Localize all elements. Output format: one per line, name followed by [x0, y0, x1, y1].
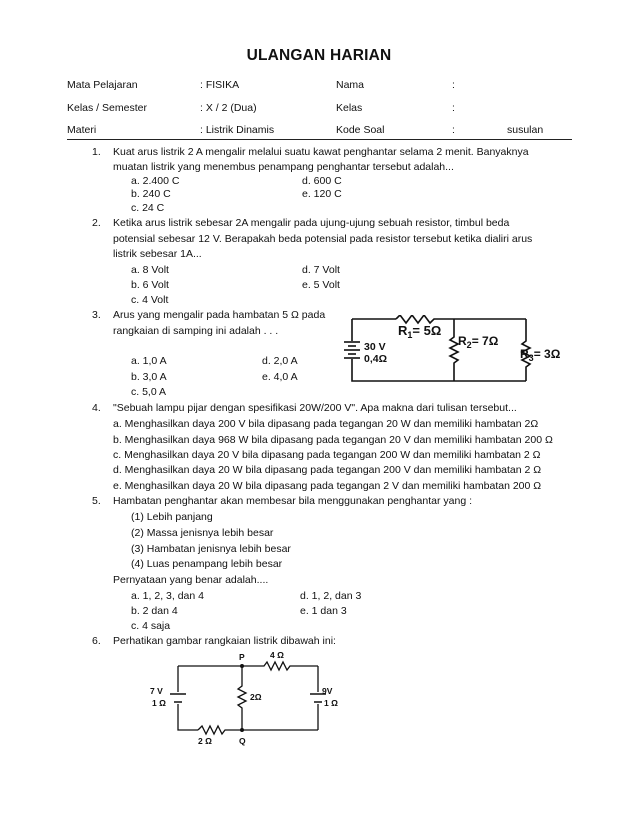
- q2-option-b: b. 6 Volt: [131, 279, 169, 291]
- code-label: Kode Soal: [336, 124, 385, 136]
- q4-option-e: e. Menghasilkan daya 20 W bila dipasang pada tegangan 2 V dan memiliki hambatan 200 Ω: [113, 480, 542, 492]
- q4-option-b: b. Menghasilkan daya 968 W bila dipasang pada tegangan 20 V dan memiliki hambatan 200 Ω: [113, 434, 553, 446]
- q2-option-a: a. 8 Volt: [131, 264, 169, 276]
- q3-line-2: rangkaian di samping ini adalah . . .: [113, 325, 279, 337]
- q6-rin-right: 1 Ω: [324, 698, 338, 708]
- q1-option-b: b. 240 C: [131, 188, 171, 200]
- q1-line-1: Kuat arus listrik 2 A mengalir melalui suatu kawat penghantar selama 2 menit. Banyaknya: [113, 146, 529, 158]
- q6-rin-left: 1 Ω: [152, 698, 166, 708]
- q4-number: 4.: [92, 402, 101, 414]
- q1-line-2: muatan listrik yang menembus penampang penghantar tersebut adalah...: [113, 161, 454, 173]
- q5-option-c: c. 4 saja: [131, 620, 171, 632]
- subject-value: : FISIKA: [200, 79, 240, 91]
- q6-line-1: Perhatikan gambar rangkaian listrik dibawah ini:: [113, 635, 336, 647]
- q3-option-a: a. 1,0 A: [131, 355, 167, 367]
- q6-bottom-resistor-label: 2 Ω: [198, 736, 212, 746]
- q5-number: 5.: [92, 495, 101, 507]
- q2-line-1: Ketika arus listrik sebesar 2A mengalir pada ujung-ujung sebuah resistor, timbul beda: [113, 217, 510, 229]
- q6-mid-resistor-label: 2Ω: [250, 692, 262, 702]
- q5-statement-prompt: Pernyataan yang benar adalah....: [113, 574, 269, 586]
- q5-line-1: Hambatan penghantar akan membesar bila menggunakan penghantar yang :: [113, 495, 472, 507]
- q5-statement-2: (2) Massa jenisnya lebih besar: [131, 527, 274, 539]
- svg-text:R3= 3Ω: $R_3= 3\Omega$: [520, 347, 561, 363]
- q1-option-c: c. 24 C: [131, 202, 165, 214]
- q4-option-a: a. Menghasilkan daya 200 V bila dipasang pada tegangan 20 W dan memiliki hambatan 2Ω: [113, 418, 539, 430]
- q2-line-2: potensial sebesar 12 V. Berapakah beda potensial pada resistor tersebut ketika dialiri arus: [113, 233, 533, 245]
- q3-option-d: d. 2,0 A: [262, 355, 298, 367]
- class-semester-label: Kelas / Semester: [67, 102, 147, 114]
- q5-statement-3: (3) Hambatan jenisnya lebih besar: [131, 543, 291, 555]
- q1-option-e: e. 120 C: [302, 188, 342, 200]
- page-title: ULANGAN HARIAN: [246, 47, 392, 64]
- q5-option-e: e. 1 dan 3: [300, 605, 347, 617]
- header-divider: [67, 139, 572, 140]
- q3-option-e: e. 4,0 A: [262, 371, 298, 383]
- q1-option-a: a. 2.400 C: [131, 175, 180, 187]
- q2-option-d: d. 7 Volt: [302, 264, 340, 276]
- q2-number: 2.: [92, 217, 101, 229]
- q6-number: 6.: [92, 635, 101, 647]
- q3-circuit-diagram: [338, 315, 578, 387]
- q4-option-d: d. Menghasilkan daya 20 W bila dipasang pada tegangan 200 V dan memiliki hambatan 2 Ω: [113, 464, 542, 476]
- material-label: Materi: [67, 124, 97, 136]
- q5-statement-4: (4) Luas penampang lebih besar: [131, 558, 283, 570]
- q3-internal-resistance-label: 0,4Ω: [364, 353, 388, 365]
- q3-option-c: c. 5,0 A: [131, 386, 167, 398]
- name-colon: :: [452, 79, 455, 91]
- q5-option-b: b. 2 dan 4: [131, 605, 178, 617]
- class-label: Kelas: [336, 102, 363, 114]
- q3-number: 3.: [92, 309, 101, 321]
- subject-label: Mata Pelajaran: [67, 79, 138, 91]
- q4-option-c: c. Menghasilkan daya 20 V bila dipasang pada tegangan 200 W dan memiliki hambatan 2 Ω: [113, 449, 541, 461]
- q6-top-resistor-label: 4 Ω: [270, 650, 284, 660]
- class-semester-value: : X / 2 (Dua): [200, 102, 257, 114]
- svg-text:R1= 5Ω: $R_1= 5\Omega$: [398, 323, 442, 340]
- q1-option-d: d. 600 C: [302, 175, 342, 187]
- q2-line-3: listrik sebesar 1A...: [113, 248, 202, 260]
- q6-emf-left: 7 V: [150, 686, 163, 696]
- q6-circuit-diagram: [140, 648, 360, 748]
- q2-option-c: c. 4 Volt: [131, 294, 169, 306]
- battery-icon: [170, 694, 326, 702]
- q5-statement-1: (1) Lebih panjang: [131, 511, 213, 523]
- svg-text:R2= 7Ω: $R_2= 7\Omega$: [458, 334, 499, 350]
- q5-option-d: d. 1, 2, dan 3: [300, 590, 362, 602]
- name-label: Nama: [336, 79, 365, 91]
- q5-option-a: a. 1, 2, 3, dan 4: [131, 590, 204, 602]
- q6-node-p: P: [239, 652, 245, 662]
- q1-number: 1.: [92, 146, 101, 158]
- material-value: : Listrik Dinamis: [200, 124, 275, 136]
- q3-line-1: Arus yang mengalir pada hambatan 5 Ω pada: [113, 309, 326, 321]
- q6-emf-right: 9V: [322, 686, 333, 696]
- code-value: susulan: [507, 124, 544, 136]
- q6-node-q: Q: [239, 736, 246, 746]
- q2-option-e: e. 5 Volt: [302, 279, 340, 291]
- q4-line-1: "Sebuah lampu pijar dengan spesifikasi 20W/200 V". Apa makna dari tulisan tersebut...: [113, 402, 517, 414]
- q3-emf-label: 30 V: [364, 341, 386, 353]
- class-colon: :: [452, 102, 455, 114]
- battery-icon: [344, 342, 360, 358]
- code-colon: :: [452, 124, 455, 136]
- q3-option-b: b. 3,0 A: [131, 371, 167, 383]
